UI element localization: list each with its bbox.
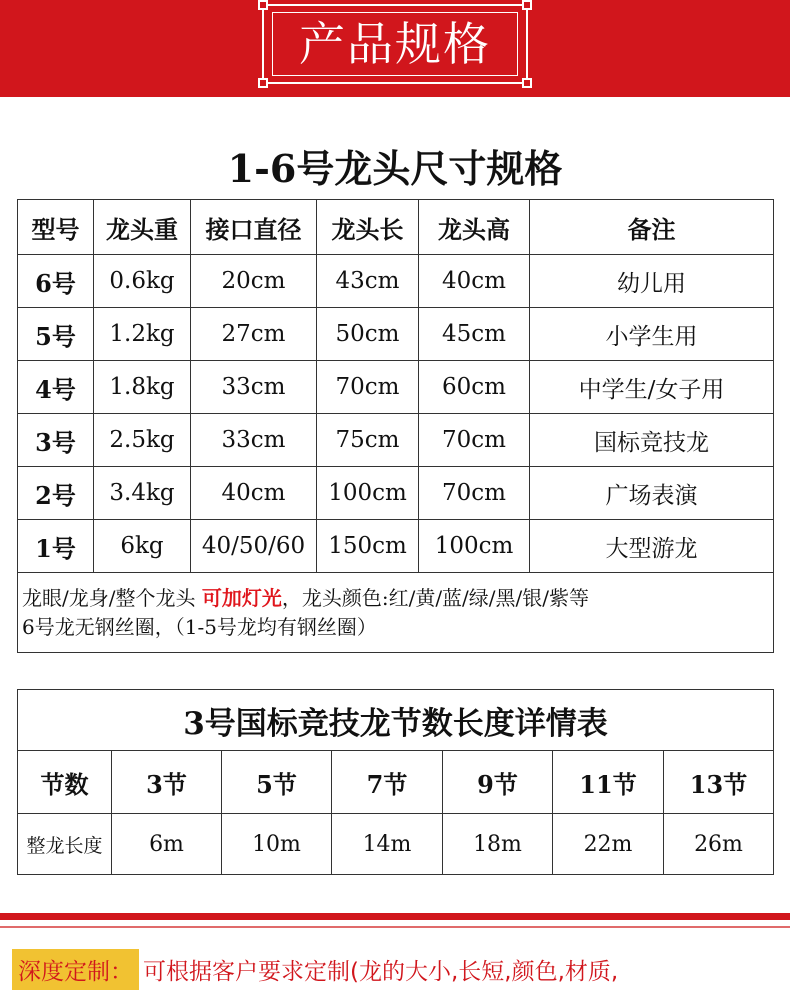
note-suffix: ，龙头颜色:红/黄/蓝/绿/黑/银/紫等 — [281, 585, 590, 610]
dragon-length-cell: 22m — [553, 814, 664, 875]
cell-diameter: 20cm — [191, 255, 317, 308]
cell-height: 60cm — [419, 361, 530, 414]
header-diameter: 接口直径 — [191, 200, 317, 255]
dragon-length-cell: 18m — [443, 814, 553, 875]
spec-note — [18, 573, 774, 653]
cell-remark: 中学生/女子用 — [530, 361, 774, 414]
dragon-length-cell: 10m — [222, 814, 332, 875]
section-count-cell: 3节 — [112, 751, 222, 814]
cell-weight: 0.6kg — [94, 255, 191, 308]
cell-diameter: 27cm — [191, 308, 317, 361]
header-model: 型号 — [18, 200, 94, 255]
cell-height: 70cm — [419, 414, 530, 467]
section-count-cell: 7节 — [332, 751, 443, 814]
section-count-cell: 9节 — [443, 751, 553, 814]
customization-text: 可根据客户要求定制(龙的大小,长短,颜色,材质, — [143, 959, 619, 985]
cell-length: 43cm — [317, 255, 419, 308]
divider-bar — [0, 913, 790, 920]
banner-title: 产品规格 — [299, 17, 491, 71]
cell-weight: 3.4kg — [94, 467, 191, 520]
divider-line — [0, 926, 790, 928]
section-table-title: 3号国标竞技龙节数长度详情表 — [18, 690, 774, 751]
cell-weight: 1.2kg — [94, 308, 191, 361]
cell-length: 75cm — [317, 414, 419, 467]
cell-remark: 大型游龙 — [530, 520, 774, 573]
table-row — [18, 361, 774, 414]
section-table-title-row — [18, 690, 774, 751]
dragon-length-cell: 26m — [664, 814, 774, 875]
note-line2: 6号龙无钢丝圈，（1-5号龙均有钢丝圈） — [22, 614, 377, 639]
cell-model: 6号 — [18, 255, 94, 308]
cell-weight: 6kg — [94, 520, 191, 573]
cell-diameter: 40/50/60 — [191, 520, 317, 573]
cell-remark: 国标竞技龙 — [530, 414, 774, 467]
section-length-table — [17, 689, 774, 875]
section-count-cell: 11节 — [553, 751, 664, 814]
cell-diameter: 33cm — [191, 414, 317, 467]
customization-notice — [12, 949, 618, 989]
spec-table-title: 1-6号龙头尺寸规格 — [227, 146, 563, 191]
table-row — [18, 308, 774, 361]
cell-length: 70cm — [317, 361, 419, 414]
header-weight: 龙头重 — [94, 200, 191, 255]
note-highlight: 可加灯光 — [201, 585, 282, 610]
cell-length: 50cm — [317, 308, 419, 361]
cell-model: 1号 — [18, 520, 94, 573]
table-row — [18, 255, 774, 308]
cell-height: 45cm — [419, 308, 530, 361]
spec-table — [17, 199, 774, 653]
cell-remark: 小学生用 — [530, 308, 774, 361]
cell-model: 4号 — [18, 361, 94, 414]
cell-height: 70cm — [419, 467, 530, 520]
dragon-length-label: 整龙长度 — [18, 814, 112, 875]
cell-weight: 2.5kg — [94, 414, 191, 467]
note-prefix: 龙眼/龙身/整个龙头 — [22, 585, 202, 610]
header-height: 龙头高 — [419, 200, 530, 255]
cell-diameter: 40cm — [191, 467, 317, 520]
cell-length: 100cm — [317, 467, 419, 520]
dragon-length-row — [18, 814, 774, 875]
cell-height: 100cm — [419, 520, 530, 573]
cell-remark: 幼儿用 — [530, 255, 774, 308]
table-row — [18, 467, 774, 520]
cell-weight: 1.8kg — [94, 361, 191, 414]
header-banner — [0, 0, 790, 97]
section-count-cell: 13节 — [664, 751, 774, 814]
cell-length: 150cm — [317, 520, 419, 573]
table-row — [18, 414, 774, 467]
customization-tag: 深度定制： — [12, 949, 139, 990]
cell-model: 3号 — [18, 414, 94, 467]
table-row — [18, 520, 774, 573]
spec-table-header-row — [18, 200, 774, 255]
cell-remark: 广场表演 — [530, 467, 774, 520]
section-count-row — [18, 751, 774, 814]
section-count-label: 节数 — [18, 751, 112, 814]
cell-height: 40cm — [419, 255, 530, 308]
cell-diameter: 33cm — [191, 361, 317, 414]
cell-model: 2号 — [18, 467, 94, 520]
section-count-cell: 5节 — [222, 751, 332, 814]
spec-note-row — [18, 573, 774, 653]
header-length: 龙头长 — [317, 200, 419, 255]
dragon-length-cell: 6m — [112, 814, 222, 875]
cell-model: 5号 — [18, 308, 94, 361]
header-remark: 备注 — [530, 200, 774, 255]
dragon-length-cell: 14m — [332, 814, 443, 875]
